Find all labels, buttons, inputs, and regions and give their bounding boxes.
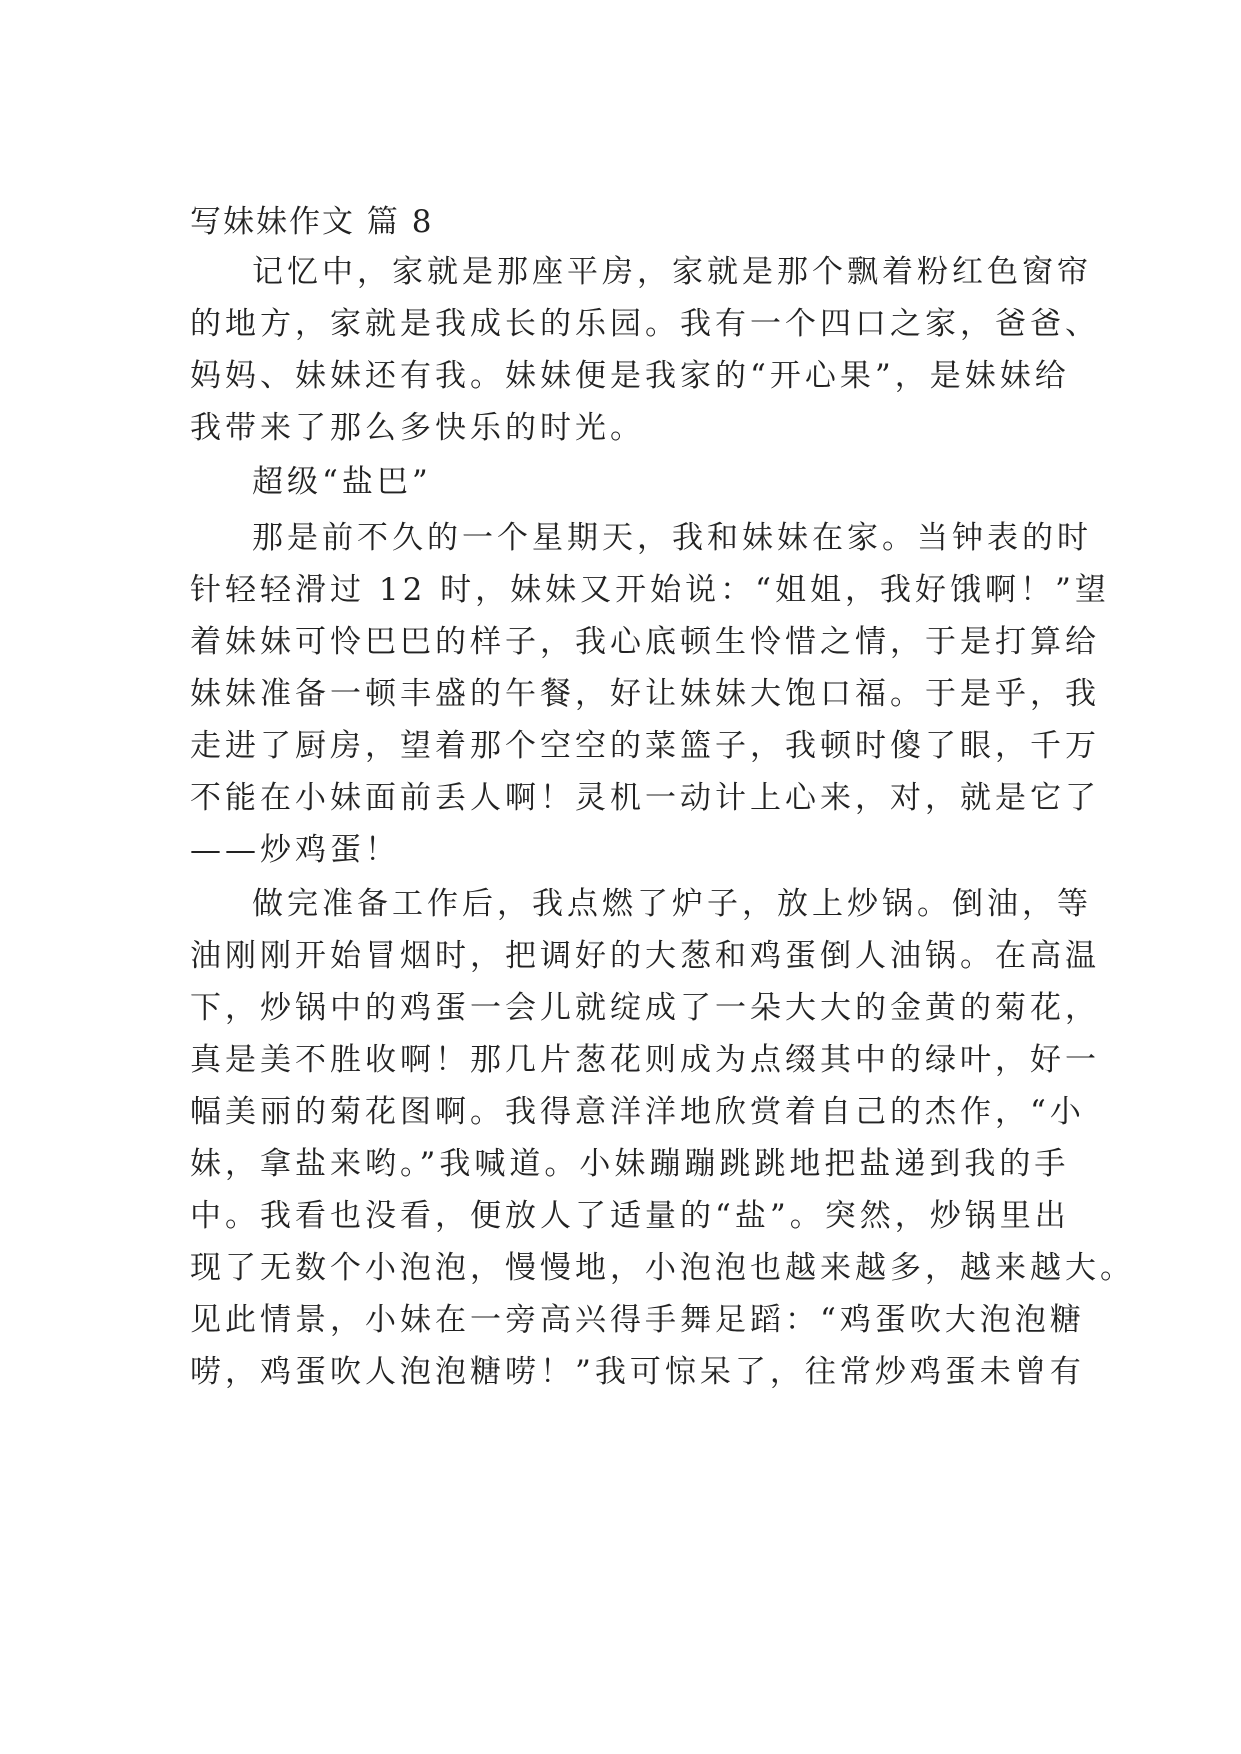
paragraph-3-line-3: 着妹妹可怜巴巴的样子，我心底顿生怜惜之情，于是打算给 [190,624,1100,660]
paragraph-4-line-2: 油刚刚开始冒烟时，把调好的大葱和鸡蛋倒人油锅。在高温 [190,938,1100,974]
paragraph-1-line-2: 的地方，家就是我成长的乐园。我有一个四口之家，爸爸、 [190,306,1100,342]
paragraph-3-line-6: 不能在小妹面前丢人啊！灵机一动计上心来，对，就是它了 [190,780,1100,816]
paragraph-4-line-5: 幅美丽的菊花图啊。我得意洋洋地欣赏着自己的杰作，“小 [190,1094,1085,1130]
paragraph-3-line-2: 针轻轻滑过 12 时，妹妹又开始说：“姐姐，我好饿啊！”望 [190,572,1110,608]
paragraph-4-line-10: 唠，鸡蛋吹人泡泡糖唠！”我可惊呆了，往常炒鸡蛋未曾有 [190,1354,1085,1390]
paragraph-1-line-3: 妈妈、妹妹还有我。妹妹便是我家的“开心果”，是妹妹给 [190,358,1070,394]
paragraph-4-line-6: 妹，拿盐来哟。”我喊道。小妹蹦蹦跳跳地把盐递到我的手 [190,1146,1070,1182]
section-heading: 超级“盐巴” [252,464,432,500]
paragraph-3-line-1: 那是前不久的一个星期天，我和妹妹在家。当钟表的时 [252,520,1092,556]
paragraph-1-line-1: 记忆中，家就是那座平房，家就是那个飘着粉红色窗帘 [252,254,1092,290]
paragraph-3-line-4: 妹妹准备一顿丰盛的午餐，好让妹妹大饱口福。于是乎，我 [190,676,1100,712]
paragraph-4-line-7: 中。我看也没看，便放人了适量的“盐”。突然，炒锅里出 [190,1198,1070,1234]
paragraph-3-line-7: ——炒鸡蛋！ [190,832,400,868]
paragraph-4-line-8: 现了无数个小泡泡，慢慢地，小泡泡也越来越多，越来越大。 [190,1250,1135,1286]
paragraph-4-line-9: 见此情景，小妹在一旁高兴得手舞足蹈：“鸡蛋吹大泡泡糖 [190,1302,1085,1338]
paragraph-4-line-4: 真是美不胜收啊！那几片葱花则成为点缀其中的绿叶，好一 [190,1042,1100,1078]
paragraph-3-line-5: 走进了厨房，望着那个空空的菜篮子，我顿时傻了眼，千万 [190,728,1100,764]
document-title: 写妹妹作文 篇 8 [190,204,434,240]
paragraph-1-line-4: 我带来了那么多快乐的时光。 [190,410,645,446]
paragraph-4-line-1: 做完准备工作后，我点燃了炉子，放上炒锅。倒油，等 [252,886,1092,922]
paragraph-4-line-3: 下，炒锅中的鸡蛋一会儿就绽成了一朵大大的金黄的菊花， [190,990,1100,1026]
